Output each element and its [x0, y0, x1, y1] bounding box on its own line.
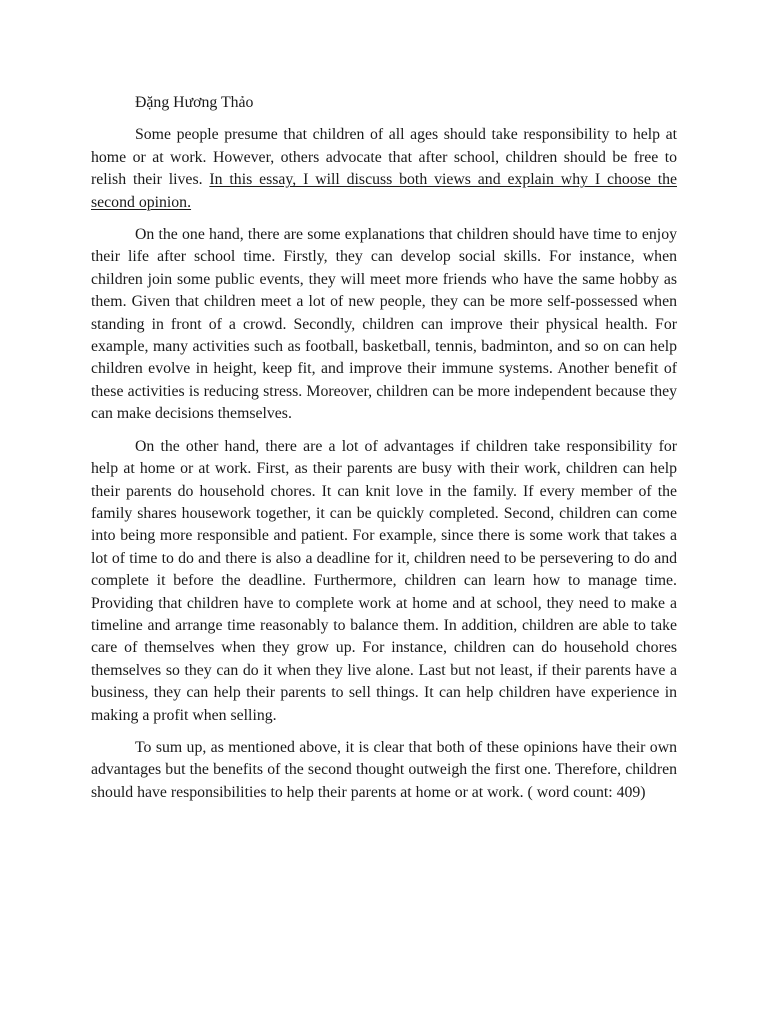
- body-paragraph-two: On the other hand, there are a lot of advantages if children take responsibility for help at home or at work. First, as their parents are busy with their work, children can help their parents do household chores. It can knit love in the family. If every member of the family shares housework together, it can be quickly completed. Second, children can come into being more responsible and patient. For example, since there is some work that takes a lot of time to do and there is also a deadline for it, children need to be persevering to do and complete it before the deadline. Furthermore, children can learn how to manage time. Providing that children have to complete work at home and at school, they need to make a timeline and arrange time reasonably to balance them. In addition, children are able to take care of themselves when they grow up. For instance, children can do household chores themselves so they can do it when they live alone. Last but not least, if their parents have a business, they can help their parents to sell things. It can help children have experience in making a profit when selling.: [91, 437, 677, 724]
- author-name: Đặng Hương Thảo: [135, 94, 254, 111]
- intro-paragraph: [91, 124, 677, 214]
- body-paragraph-one: On the one hand, there are some explanations that children should have time to enjoy their life after school time. Firstly, they can develop social skills. For instance, when children join some public events, they will meet more friends who have the same hobby as them. Given that children meet a lot of new people, they can be more self-possessed when standing in front of a crowd. Secondly, children can improve their physical health. For example, many activities such as football, basketball, tennis, badminton, and so on can help children evolve in height, keep fit, and improve their immune systems. Another benefit of these activities is reducing stress. Moreover, children can be more independent because they can make decisions themselves.: [91, 226, 677, 423]
- conclusion-paragraph: To sum up, as mentioned above, it is clear that both of these opinions have their own advantages but the benefits of the second thought outweigh the first one. Therefore, children should have responsibilities to help their parents at home or at work. ( word count: 409): [91, 738, 677, 801]
- thesis-statement: In this essay, I will discuss both views and explain why I choose the second opinion.: [91, 171, 677, 211]
- intro-text: Some people presume that children of all ages should take responsibility to help at home or at work. However, others advocate that after school, children should be free to relish their lives.: [91, 126, 677, 189]
- essay-document: [91, 92, 677, 814]
